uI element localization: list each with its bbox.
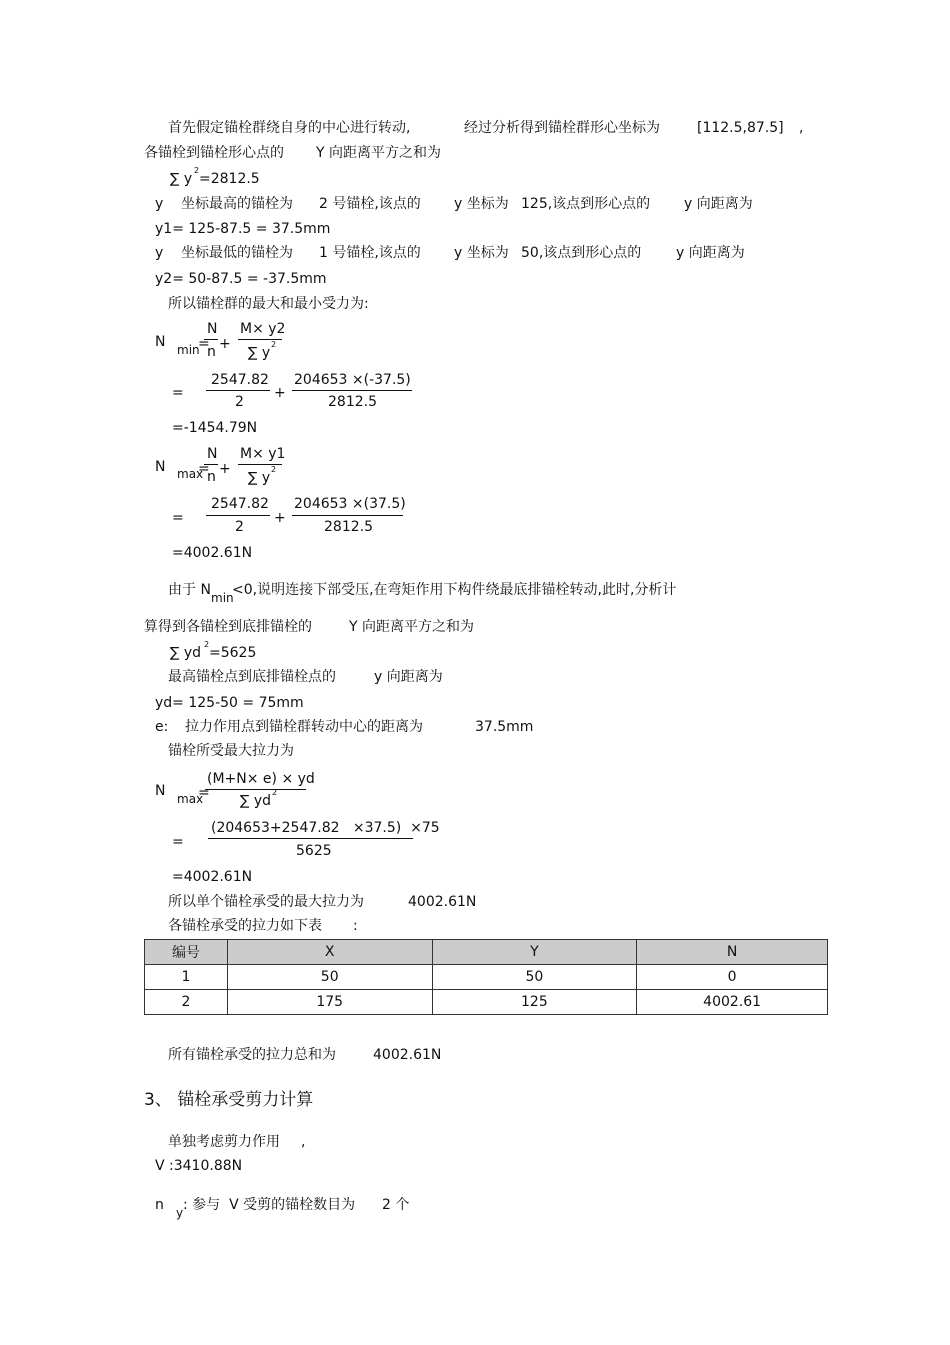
nmin-num2: M× y2: [240, 321, 286, 337]
table-intro-a: 各锚栓承受的拉力如下表: [168, 918, 322, 934]
highest-c: 2 号锚栓,该点的: [319, 196, 421, 212]
shear-intro-b: ,: [301, 1134, 306, 1150]
centroid-coords: [112.5,87.5]: [697, 120, 784, 136]
nmin-subst-den2: 2812.5: [328, 394, 377, 410]
fraction-bar: [205, 789, 306, 790]
nmax-subst-den2: 2812.5: [324, 519, 373, 535]
nmax-den1: n: [207, 469, 216, 485]
intro-text: 经过分析得到锚栓群形心坐标为: [464, 120, 660, 136]
sum-y2-rhs: =2812.5: [199, 171, 260, 187]
nmax-n: N: [155, 459, 166, 475]
highest-bottom-b: y 向距离为: [374, 669, 443, 685]
since-a: 由于 N: [168, 582, 211, 598]
nmax2-den: ∑ yd: [240, 793, 272, 809]
nmax2-subst-den: 5625: [296, 843, 332, 859]
y2-equation: y2= 50-87.5 = -37.5mm: [155, 271, 327, 287]
highest-d: y 坐标为: [454, 196, 509, 212]
nmax-result: =4002.61N: [172, 545, 253, 561]
single-max-b: 4002.61N: [408, 894, 477, 910]
nmax-exp: 2: [271, 465, 277, 474]
intro-comma: ,: [799, 120, 804, 136]
nmax-num1: N: [207, 446, 218, 462]
ny-b: : 参与 V 受剪的锚栓数目为: [183, 1197, 356, 1213]
highest-b: 坐标最高的锚栓为: [181, 196, 293, 212]
intro-text: 首先假定锚栓群绕自身的中心进行转动,: [168, 120, 411, 136]
since-b: <0,说明连接下部受压,在弯矩作用下构件绕最底排锚栓转动,此时,分析计: [232, 582, 677, 598]
nmin-result: =-1454.79N: [172, 420, 258, 436]
table-intro-b: :: [353, 918, 358, 934]
intro-text: 各锚栓到锚栓形心点的: [144, 145, 284, 161]
nmin-den2: ∑ y: [248, 345, 271, 361]
nmin-den1: n: [207, 344, 216, 360]
table-cell: 50: [432, 965, 637, 990]
nmin-subst-num2: 204653 ×(-37.5): [294, 372, 411, 388]
table-cell: 175: [227, 990, 432, 1015]
nmax2-num: (M+N× e) × yd: [207, 771, 315, 787]
section-heading: 3、 锚栓承受剪力计算: [144, 1090, 314, 1110]
nmax2-n: N: [155, 783, 166, 799]
sum-yd2-rhs: =5625: [209, 645, 257, 661]
intro-text: Y 向距离平方之和为: [316, 145, 442, 161]
nmax-subst-eq: =: [172, 510, 184, 526]
y1-equation: y1= 125-87.5 = 37.5mm: [155, 221, 331, 237]
nmax2-exp: 2: [272, 788, 278, 797]
single-max-a: 所以单个锚栓承受的最大拉力为: [168, 894, 364, 910]
nmax2-subst-eq: =: [172, 834, 184, 850]
nmax-den2: ∑ y: [248, 470, 271, 486]
col-header-id: 编号: [145, 940, 228, 965]
nmax2-subst-num: (204653+2547.82 ×37.5) ×75: [211, 820, 440, 836]
nmax-plus: +: [219, 461, 231, 477]
nmax-sub: max: [177, 467, 204, 481]
table-cell: 4002.61: [637, 990, 828, 1015]
ny-sub: y: [176, 1206, 184, 1220]
nmax-subst-den1: 2: [235, 519, 244, 535]
e-def-c: 37.5mm: [475, 719, 534, 735]
nmin-sub: min: [177, 343, 200, 357]
nmin-eq: =: [198, 336, 210, 352]
fraction-bar: [292, 390, 412, 391]
fraction-bar: [206, 390, 270, 391]
table-header-row: [145, 940, 828, 965]
fraction-bar: [208, 838, 413, 839]
fraction-bar: [204, 464, 218, 465]
nmax-subst-num2: 204653 ×(37.5): [294, 496, 406, 512]
nmin-subst-den1: 2: [235, 394, 244, 410]
lowest-f: y 向距离为: [676, 245, 745, 261]
col-header-y: Y: [432, 940, 637, 965]
lowest-b: 坐标最低的锚栓为: [181, 245, 293, 261]
fraction-bar: [206, 515, 270, 516]
col-header-n: N: [637, 940, 828, 965]
fraction-bar: [204, 339, 218, 340]
table-cell: 2: [145, 990, 228, 1015]
highest-e: 125,该点到形心点的: [521, 196, 651, 212]
lowest-e: 50,该点到形心点的: [521, 245, 642, 261]
lowest-d: y 坐标为: [454, 245, 509, 261]
table-row: [145, 990, 828, 1015]
lowest-c: 1 号锚栓,该点的: [319, 245, 421, 261]
table-cell: 0: [637, 965, 828, 990]
ny-c: 2 个: [382, 1197, 410, 1213]
nmin-subst-eq: =: [172, 385, 184, 401]
nmax-subst-plus: +: [274, 510, 286, 526]
e-def-b: 拉力作用点到锚栓群转动中心的距离为: [185, 719, 423, 735]
nmin-subst-num1: 2547.82: [211, 372, 269, 388]
table-cell: 1: [145, 965, 228, 990]
highest-a: y: [155, 196, 164, 212]
highest-bottom-a: 最高锚栓点到底排锚栓点的: [168, 669, 336, 685]
fraction-bar: [292, 515, 403, 516]
nmin-n: N: [155, 334, 166, 350]
anchor-tension-table: [144, 939, 828, 1015]
lowest-a: y: [155, 245, 164, 261]
sum-yd2-exp: 2: [204, 640, 210, 649]
nmax-subst-num1: 2547.82: [211, 496, 269, 512]
since-sub: min: [211, 591, 234, 605]
sum-yd2-lhs: ∑ yd: [170, 645, 202, 661]
total-a: 所有锚栓承受的拉力总和为: [168, 1047, 336, 1063]
nmax-num2: M× y1: [240, 446, 286, 462]
total-b: 4002.61N: [373, 1047, 442, 1063]
minmax-intro: 所以锚栓群的最大和最小受力为:: [168, 296, 369, 312]
table-cell: 125: [432, 990, 637, 1015]
shear-intro-a: 单独考虑剪力作用: [168, 1134, 280, 1150]
e-def-a: e:: [155, 719, 169, 735]
col-header-x: X: [227, 940, 432, 965]
highest-f: y 向距离为: [684, 196, 753, 212]
table-cell: 50: [227, 965, 432, 990]
nmax2-sub: max: [177, 792, 204, 806]
nmin-subst-plus: +: [274, 385, 286, 401]
nmax-eq: =: [198, 461, 210, 477]
sum-y2-exp: 2: [194, 166, 200, 175]
nmin-exp: 2: [271, 340, 277, 349]
table-row: [145, 965, 828, 990]
yd-equation: yd= 125-50 = 75mm: [155, 695, 304, 711]
v-equation: V :3410.88N: [155, 1158, 243, 1174]
sum-y2-lhs: ∑ y: [170, 171, 193, 187]
nmax2-result: =4002.61N: [172, 869, 253, 885]
nmin-plus: +: [219, 336, 231, 352]
nmax2-eq: =: [198, 785, 210, 801]
max-tension-label: 锚栓所受最大拉力为: [168, 743, 294, 759]
ny-a: n: [155, 1197, 164, 1213]
nmin-num1: N: [207, 321, 218, 337]
calc2-b: Y 向距离平方之和为: [349, 619, 475, 635]
calc2-a: 算得到各锚栓到底排锚栓的: [144, 619, 312, 635]
